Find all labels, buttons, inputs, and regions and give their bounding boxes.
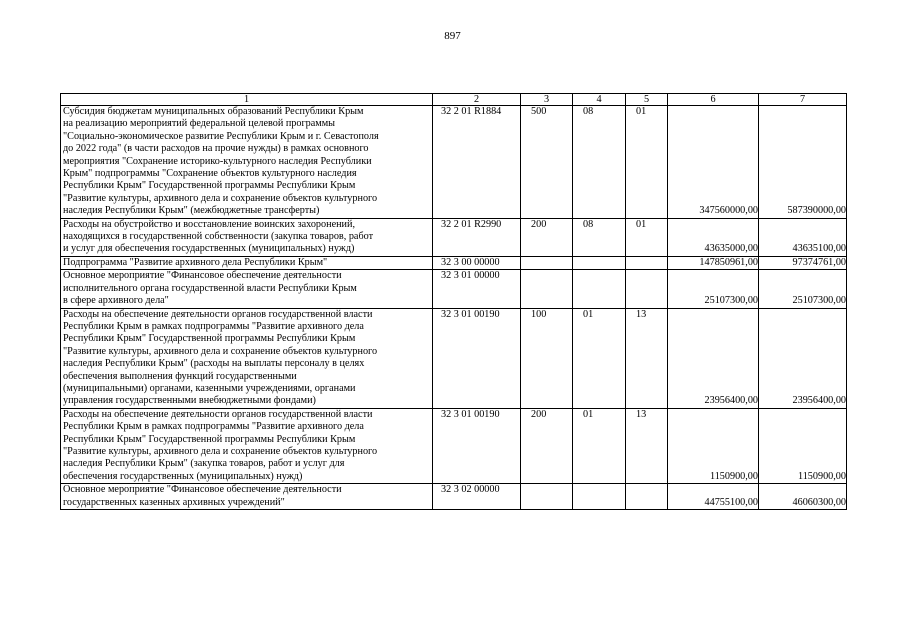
row-subsection: 01	[626, 106, 668, 219]
row-subsection: 13	[626, 408, 668, 483]
row-expense-type: 200	[521, 408, 573, 483]
row-subsection: 01	[626, 218, 668, 256]
row-amount-1: 25107300,00	[668, 270, 759, 308]
table-row	[61, 484, 847, 510]
header-cell: 4	[573, 94, 626, 106]
row-code: 32 3 01 00190	[433, 308, 521, 408]
table-row	[61, 308, 847, 408]
header-cell: 3	[521, 94, 573, 106]
row-amount-1: 44755100,00	[668, 484, 759, 510]
row-section	[573, 256, 626, 269]
row-name: Расходы на обеспечение деятельности органов государственной власти Республики Крым в рамках подпрограммы "Развитие архивного дела Республики Крым" Государственной программы Республики Крым "Развитие культуры, архивного дела и сохранение объектов культурного наследия Республики Крым" (расходы на выплаты персоналу в целях обеспечения выполнения функций государственными (муниципальными) органами, казенными учреждениями, органами управления государственными внебюджетными фондами)	[61, 308, 433, 408]
budget-table	[60, 93, 847, 510]
row-amount-1: 43635000,00	[668, 218, 759, 256]
row-amount-1: 23956400,00	[668, 308, 759, 408]
header-cell: 5	[626, 94, 668, 106]
table-row	[61, 270, 847, 308]
header-cell: 7	[759, 94, 847, 106]
table-row	[61, 218, 847, 256]
row-section: 08	[573, 218, 626, 256]
row-subsection	[626, 484, 668, 510]
row-amount-2: 46060300,00	[759, 484, 847, 510]
row-name: Основное мероприятие "Финансовое обеспечение деятельности государственных казенных архивных учреждений"	[61, 484, 433, 510]
row-code: 32 3 00 00000	[433, 256, 521, 269]
header-cell: 6	[668, 94, 759, 106]
header-cell: 2	[433, 94, 521, 106]
row-subsection: 13	[626, 308, 668, 408]
row-code: 32 2 01 R2990	[433, 218, 521, 256]
row-code: 32 3 01 00000	[433, 270, 521, 308]
header-cell: 1	[61, 94, 433, 106]
row-code: 32 3 02 00000	[433, 484, 521, 510]
row-subsection	[626, 256, 668, 269]
row-name: Субсидия бюджетам муниципальных образований Республики Крым на реализацию мероприятий федеральной целевой программы "Социально-экономическое развитие Республики Крым и г. Севастополя до 2022 года" (в части расходов на прочие нужды) в рамках основного мероприятия "Сохранение историко-культурного наследия Республики Крым" подпрограммы "Сохранение объектов культурного наследия Республики Крым" Государственной программы Республики Крым "Развитие культуры, архивного дела и сохранение объектов культурного наследия Республики Крым" (межбюджетные трансферты)	[61, 106, 433, 219]
row-amount-2: 23956400,00	[759, 308, 847, 408]
row-expense-type: 100	[521, 308, 573, 408]
page-number: 897	[444, 30, 461, 42]
row-subsection	[626, 270, 668, 308]
row-amount-2: 1150900,00	[759, 408, 847, 483]
header-row	[61, 94, 847, 106]
row-section: 01	[573, 308, 626, 408]
row-expense-type: 200	[521, 218, 573, 256]
table-row	[61, 256, 847, 269]
row-amount-2: 43635100,00	[759, 218, 847, 256]
row-section	[573, 270, 626, 308]
row-section: 08	[573, 106, 626, 219]
row-amount-2: 587390000,00	[759, 106, 847, 219]
row-code: 32 3 01 00190	[433, 408, 521, 483]
row-amount-2: 25107300,00	[759, 270, 847, 308]
row-amount-1: 347560000,00	[668, 106, 759, 219]
row-code: 32 2 01 R1884	[433, 106, 521, 219]
row-name: Расходы на обустройство и восстановление воинских захоронений, находящихся в государственной собственности (закупка товаров, работ и услуг для обеспечения государственных (муниципальных) нужд)	[61, 218, 433, 256]
row-section	[573, 484, 626, 510]
row-section: 01	[573, 408, 626, 483]
row-expense-type: 500	[521, 106, 573, 219]
row-name: Основное мероприятие "Финансовое обеспечение деятельности исполнительного органа государственной власти Республики Крым в сфере архивного дела"	[61, 270, 433, 308]
row-expense-type	[521, 256, 573, 269]
row-expense-type	[521, 270, 573, 308]
row-amount-2: 97374761,00	[759, 256, 847, 269]
row-expense-type	[521, 484, 573, 510]
row-name: Расходы на обеспечение деятельности органов государственной власти Республики Крым в рамках подпрограммы "Развитие архивного дела Республики Крым" Государственной программы Республики Крым "Развитие культуры, архивного дела и сохранение объектов культурного наследия Республики Крым" (закупка товаров, работ и услуг для обеспечения государственных (муниципальных) нужд)	[61, 408, 433, 483]
table-row	[61, 106, 847, 219]
row-amount-1: 1150900,00	[668, 408, 759, 483]
row-amount-1: 147850961,00	[668, 256, 759, 269]
row-name: Подпрограмма "Развитие архивного дела Республики Крым"	[61, 256, 433, 269]
table-row	[61, 408, 847, 483]
